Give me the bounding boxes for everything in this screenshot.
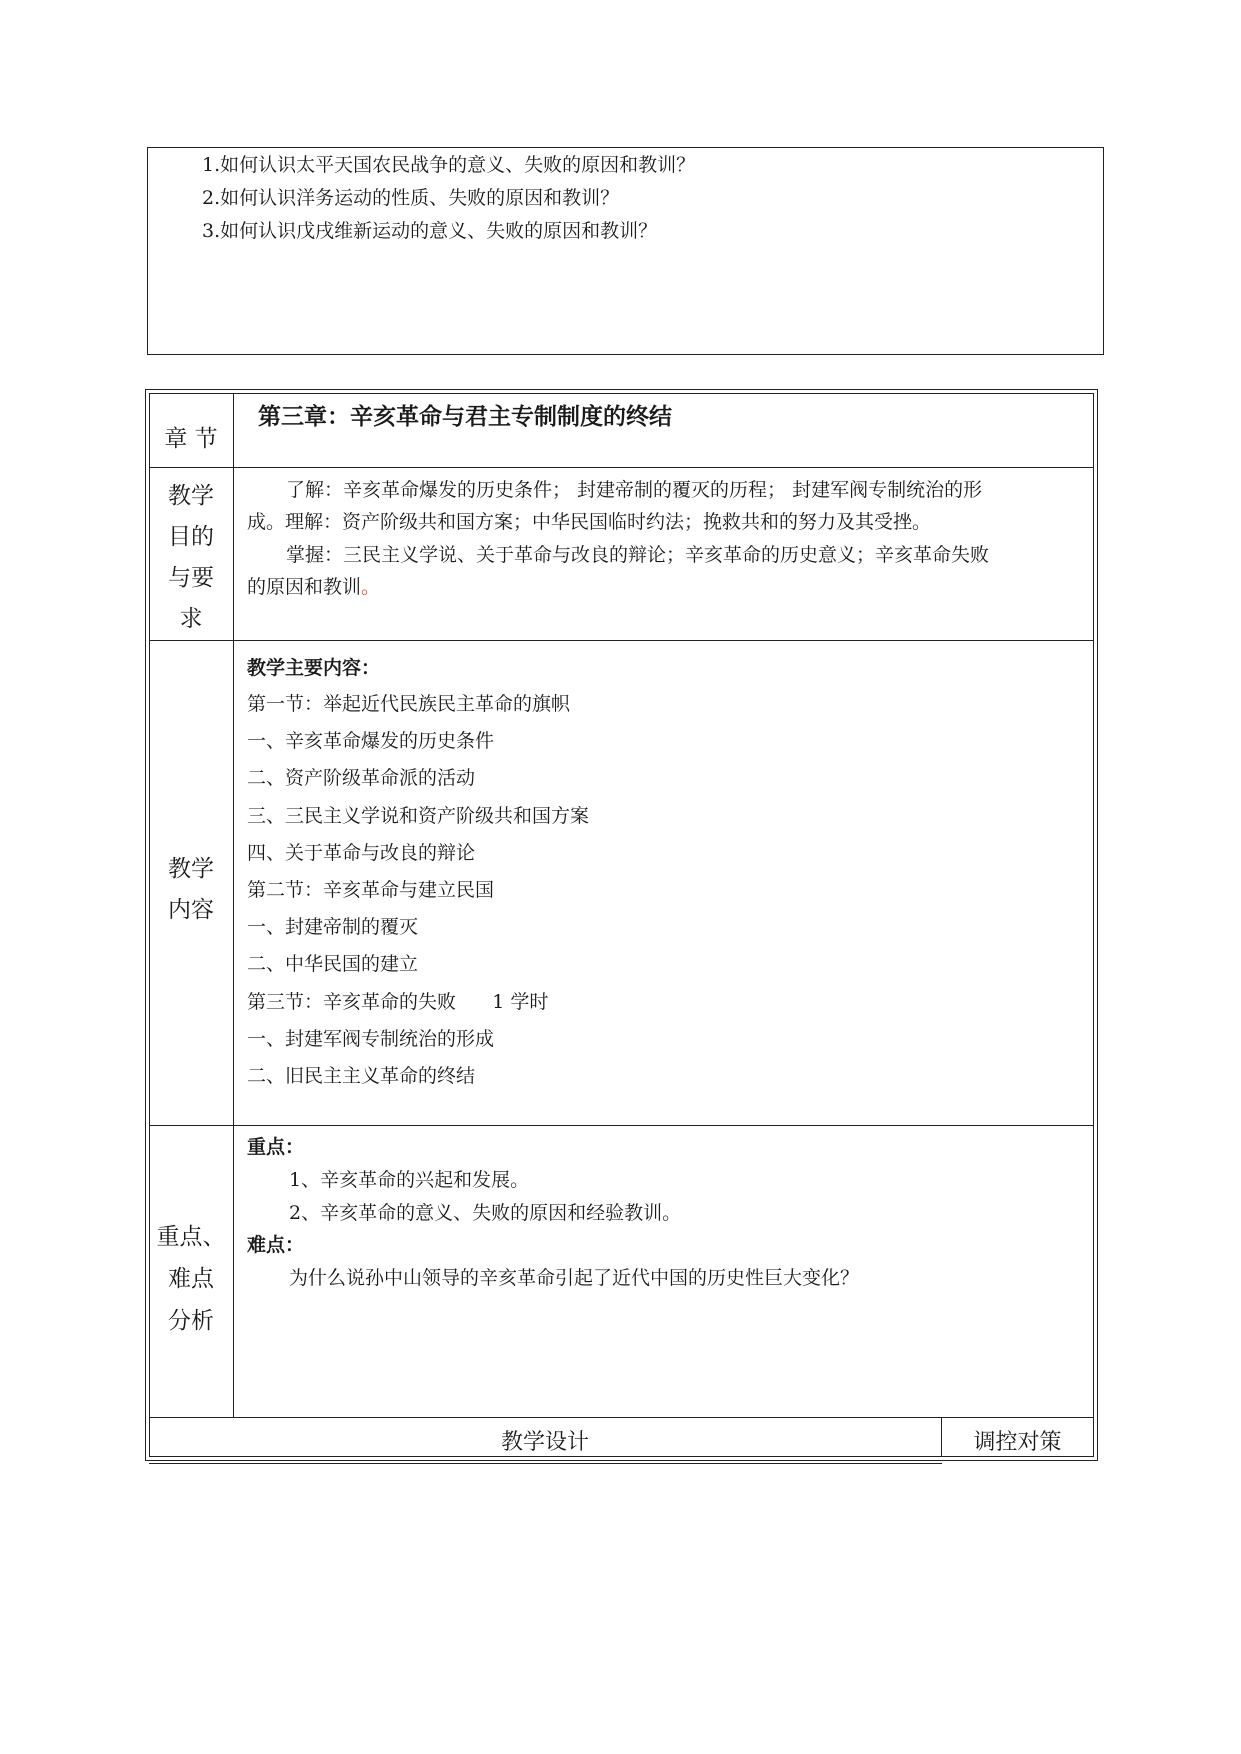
content-line: 二、中华民国的建立 bbox=[247, 953, 419, 975]
control-strategy-label: 调控对策 bbox=[973, 1430, 1062, 1455]
row-divider bbox=[149, 1417, 1094, 1418]
review-questions-box bbox=[147, 147, 1104, 355]
difficult-heading: 难点： bbox=[247, 1234, 305, 1256]
content-line: 一、封建军阀专制统治的形成 bbox=[247, 1028, 495, 1050]
chapter-label: 章 节 bbox=[164, 426, 218, 452]
key-item-1: 1、辛亥革命的兴起和发展。 bbox=[289, 1169, 530, 1191]
content-line: 第一节：举起近代民族民主革命的旗帜 bbox=[247, 693, 571, 715]
review-question-1: 1.如何认识太平天国农民战争的意义、失败的原因和教训？ bbox=[202, 154, 696, 176]
difficult-item-1: 为什么说孙中山领导的辛亥革命引起了近代中国的历史性巨大变化？ bbox=[289, 1267, 860, 1289]
content-heading: 教学主要内容： bbox=[247, 657, 381, 679]
teaching-design-label: 教学设计 bbox=[500, 1430, 589, 1455]
content-line: 二、资产阶级革命派的活动 bbox=[247, 767, 476, 789]
objectives-line-2: 成。理解：资产阶级共和国方案；中华民国临时约法；挽救共和的努力及其受挫。 bbox=[247, 511, 932, 533]
row-divider bbox=[149, 467, 1094, 468]
label-column-divider bbox=[233, 393, 234, 1417]
content-line: 一、辛亥革命爆发的历史条件 bbox=[247, 730, 495, 752]
row-divider bbox=[149, 1463, 942, 1464]
content-line: 第三节：辛亥革命的失败 1 学时 bbox=[247, 991, 549, 1013]
key-heading: 重点： bbox=[247, 1136, 305, 1158]
content-line: 二、旧民主主义革命的终结 bbox=[247, 1065, 476, 1087]
row-divider bbox=[149, 640, 1094, 641]
key-item-2: 2、辛亥革命的意义、失败的原因和经验教训。 bbox=[289, 1202, 682, 1224]
chapter-title: 第三章：辛亥革命与君主专制制度的终结 bbox=[258, 403, 672, 430]
key-points-label: 重点、 难点 分析 bbox=[156, 1224, 226, 1334]
objectives-line-3: 掌握：三民主义学说、关于革命与改良的辩论；辛亥革命的历史意义；辛亥革命失败 bbox=[286, 544, 990, 566]
content-line: 一、封建帝制的覆灭 bbox=[247, 916, 419, 938]
content-line: 三、三民主义学说和资产阶级共和国方案 bbox=[247, 805, 590, 827]
review-question-3: 3.如何认识戊戌维新运动的意义、失败的原因和教训？ bbox=[202, 220, 658, 242]
objectives-period: 。 bbox=[361, 576, 381, 598]
content-label: 教学 内容 bbox=[168, 856, 214, 923]
content-line: 四、关于革命与改良的辩论 bbox=[247, 842, 476, 864]
objectives-line-1: 了解：辛亥革命爆发的历史条件； 封建帝制的覆灭的历程； 封建军阀专制统治的形 bbox=[286, 479, 983, 501]
objectives-label: 教学 目的 与要 求 bbox=[168, 483, 214, 632]
review-question-2: 2.如何认识洋务运动的性质、失败的原因和教训？ bbox=[202, 187, 620, 209]
row-divider bbox=[149, 1125, 1094, 1126]
objectives-line-4: 的原因和教训。 bbox=[247, 576, 381, 598]
content-line: 第二节：辛亥革命与建立民国 bbox=[247, 879, 495, 901]
